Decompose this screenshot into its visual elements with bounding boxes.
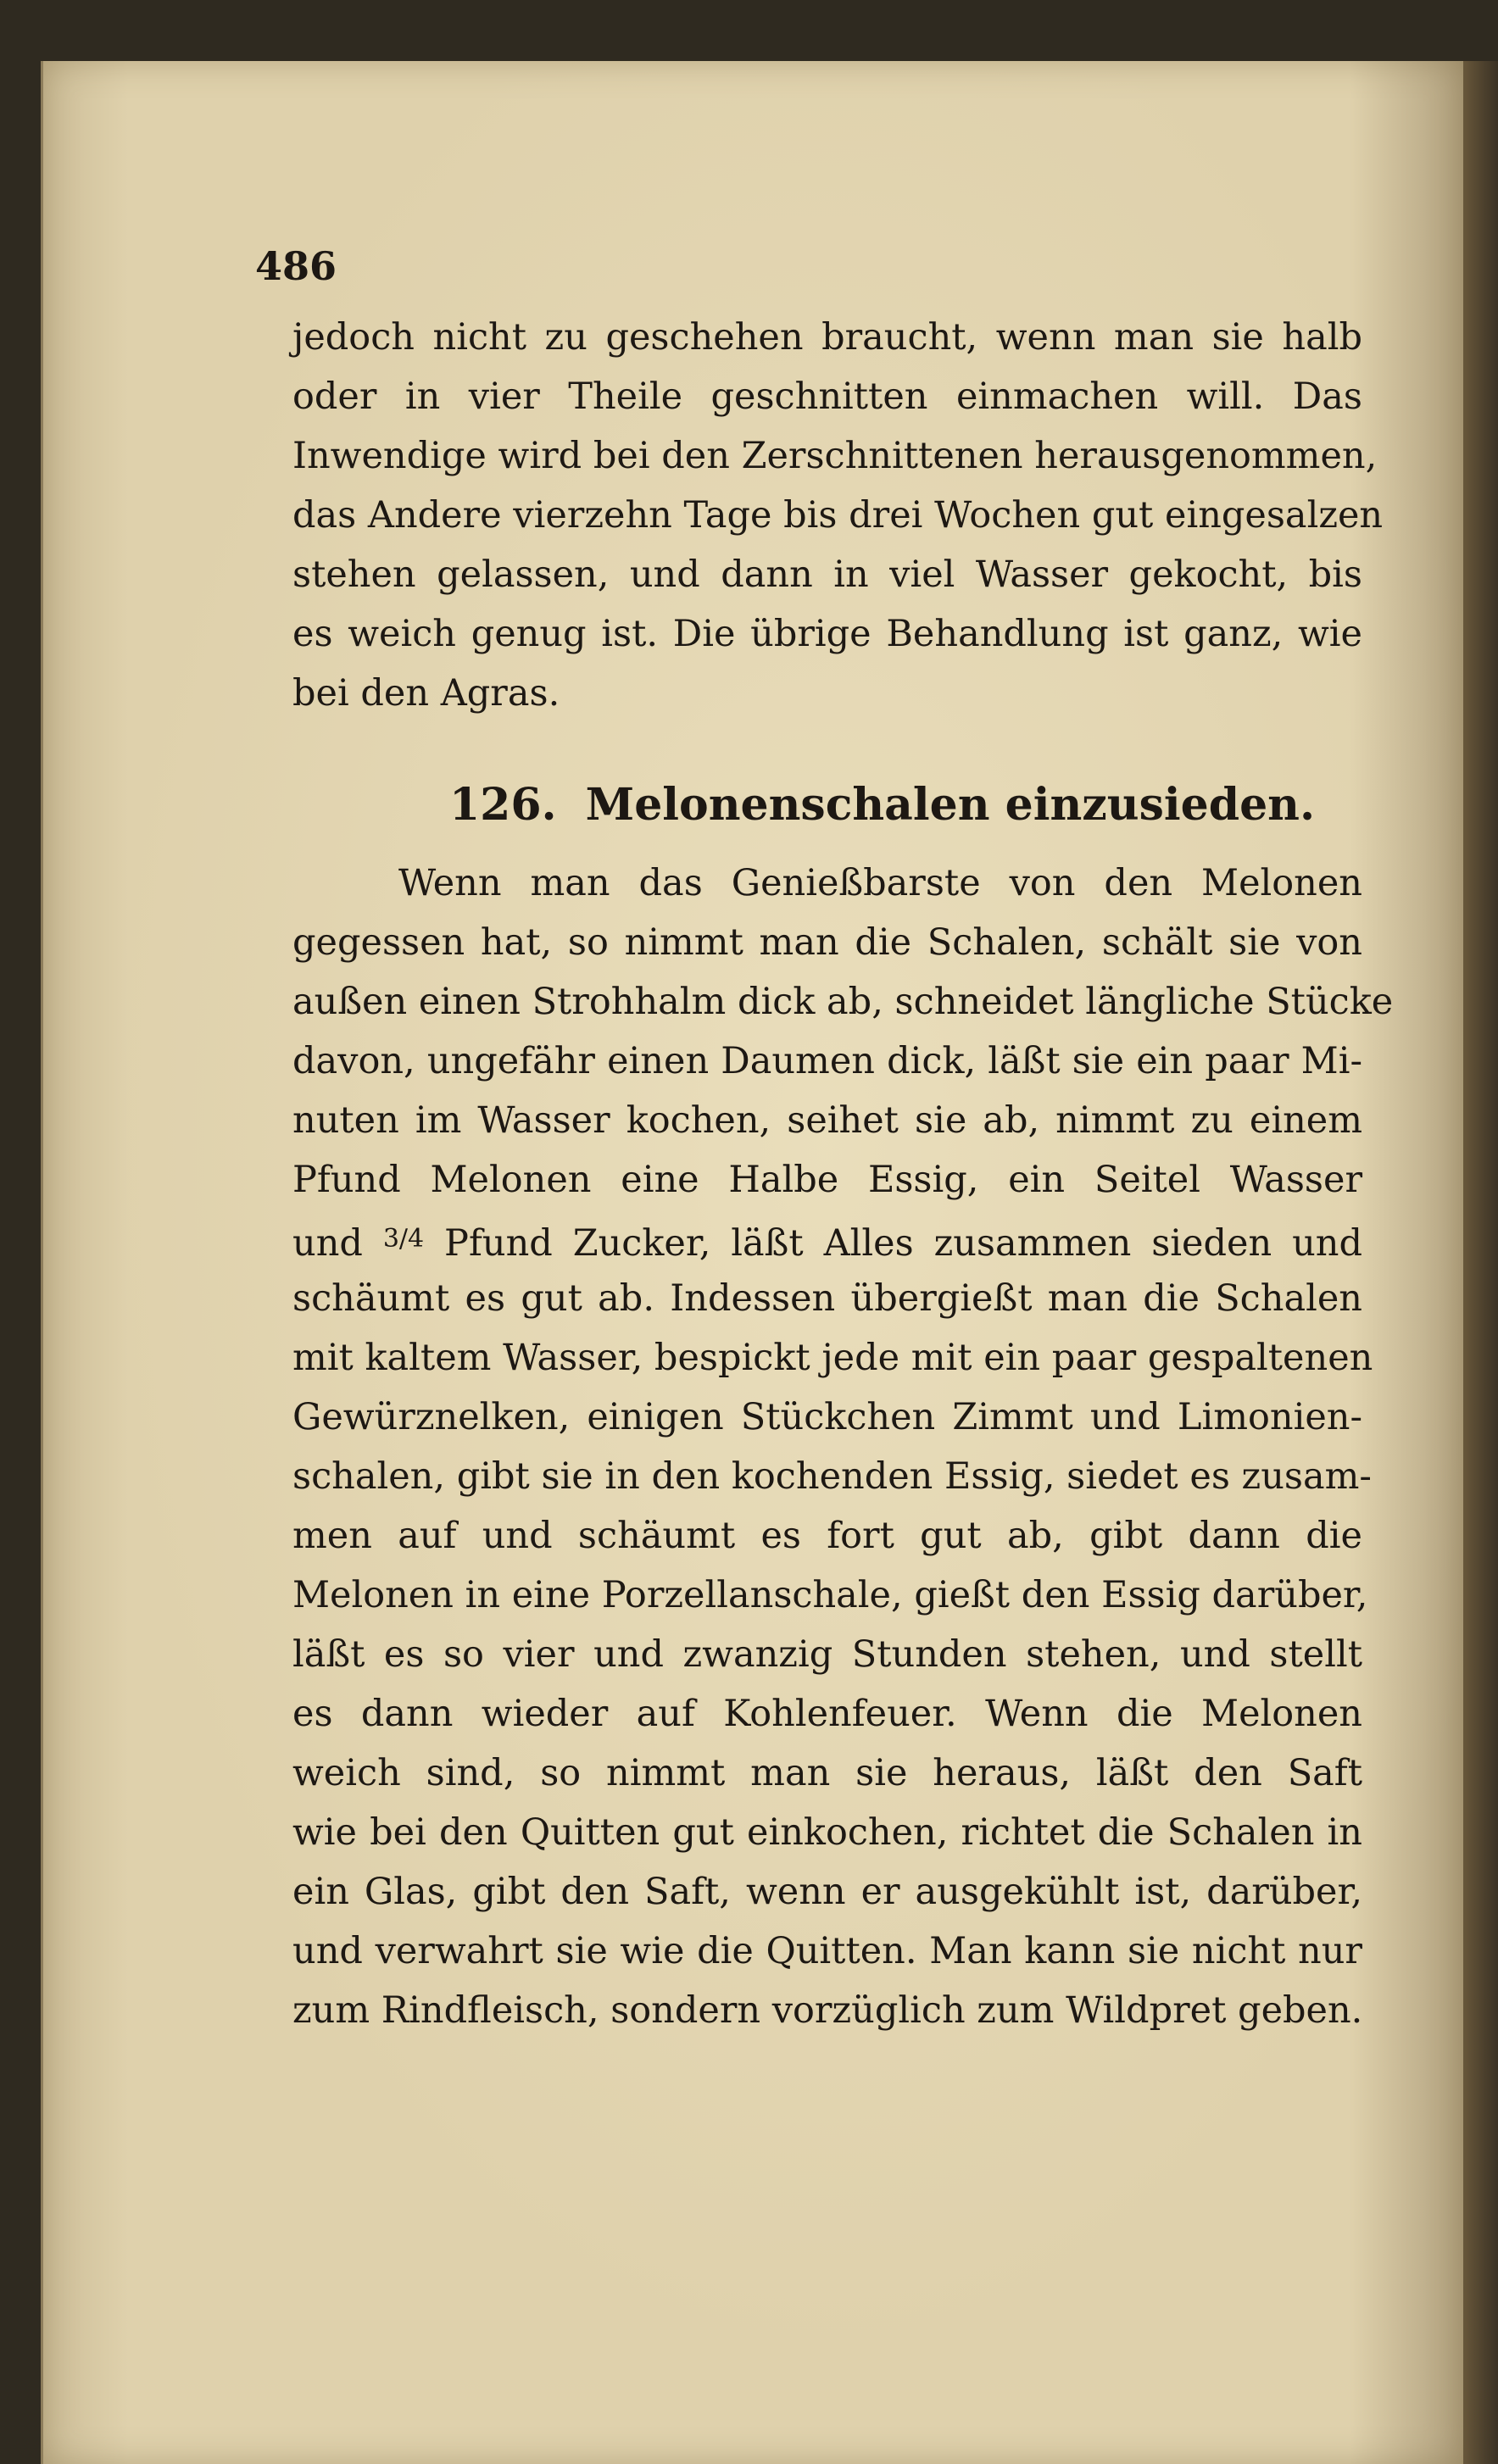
page-number: 486 [255,243,337,289]
text-line: Melonen in eine Porzellanschale, gießt den Essig darüber, [292,1574,1368,1616]
text-line: davon, ungefähr einen Daumen dick, läßt sie ein paar Mi- [292,1040,1362,1082]
text-line: oder in vier Theile geschnitten einmachen will. Das [292,375,1362,418]
text-line: weich sind, so nimmt man sie heraus, läßt den Saft [292,1752,1362,1794]
text-line: ein Glas, gibt den Saft, wenn er ausgekühlt ist, darüber, [292,1871,1362,1913]
text-line: nuten im Wasser kochen, seihet sie ab, nimmt zu einem [292,1099,1362,1142]
text-line: jedoch nicht zu geschehen braucht, wenn man sie halb [292,316,1362,359]
text-line: und verwahrt sie wie die Quitten. Man kann sie nicht nur [292,1930,1362,1972]
text-line [292,1212,1362,1271]
recipe-heading [449,776,1316,835]
text-line: schalen, gibt sie in den kochenden Essig, siedet es zusam- [292,1455,1372,1498]
text-word: und [292,1222,363,1265]
text-line: Pfund Melonen eine Halbe Essig, ein Seitel Wasser [292,1159,1362,1201]
text-line: das Andere vierzehn Tage bis drei Wochen gut eingesalzen [292,494,1384,537]
text-line: läßt es so vier und zwanzig Stunden stehen, und stellt [292,1633,1362,1676]
text-line: men auf und schäumt es fort gut ab, gibt dann die [292,1515,1362,1557]
fraction: 3/4 [382,1224,425,1254]
text-line: Gewürznelken, einigen Stückchen Zimmt und Limonien- [292,1396,1362,1438]
recipe-number: 126. [449,779,557,831]
text-line: außen einen Strohhalm dick ab, schneidet längliche Stücke [292,981,1394,1023]
text-line: bei den Agras. [292,672,560,715]
text-line: stehen gelassen, und dann in viel Wasser gekocht, bis [292,553,1362,596]
text-line: gegessen hat, so nimmt man die Schalen, schält sie von [292,921,1362,964]
recipe-title: Melonenschalen einzusieden. [585,779,1316,831]
text-line: schäumt es gut ab. Indessen übergießt man die Schalen [292,1277,1362,1320]
text-line: es dann wieder auf Kohlenfeuer. Wenn die Melonen [292,1693,1362,1735]
text-line: wie bei den Quitten gut einkochen, richtet die Schalen in [292,1811,1362,1854]
text-word: Pfund Zucker, läßt Alles zusammen sieden und [444,1222,1363,1265]
book-gutter [1461,61,1498,2464]
text-line: Inwendige wird bei den Zerschnittenen herausgenommen, [292,435,1378,477]
text-line: Wenn man das Genießbarste von den Melonen [398,862,1362,904]
text-line: es weich genug ist. Die übrige Behandlung ist ganz, wie [292,613,1362,655]
text-line: mit kaltem Wasser, bespickt jede mit ein paar gespaltenen [292,1337,1373,1379]
text-line: zum Rindfleisch, sondern vorzüglich zum Wildpret geben. [292,1989,1363,2032]
